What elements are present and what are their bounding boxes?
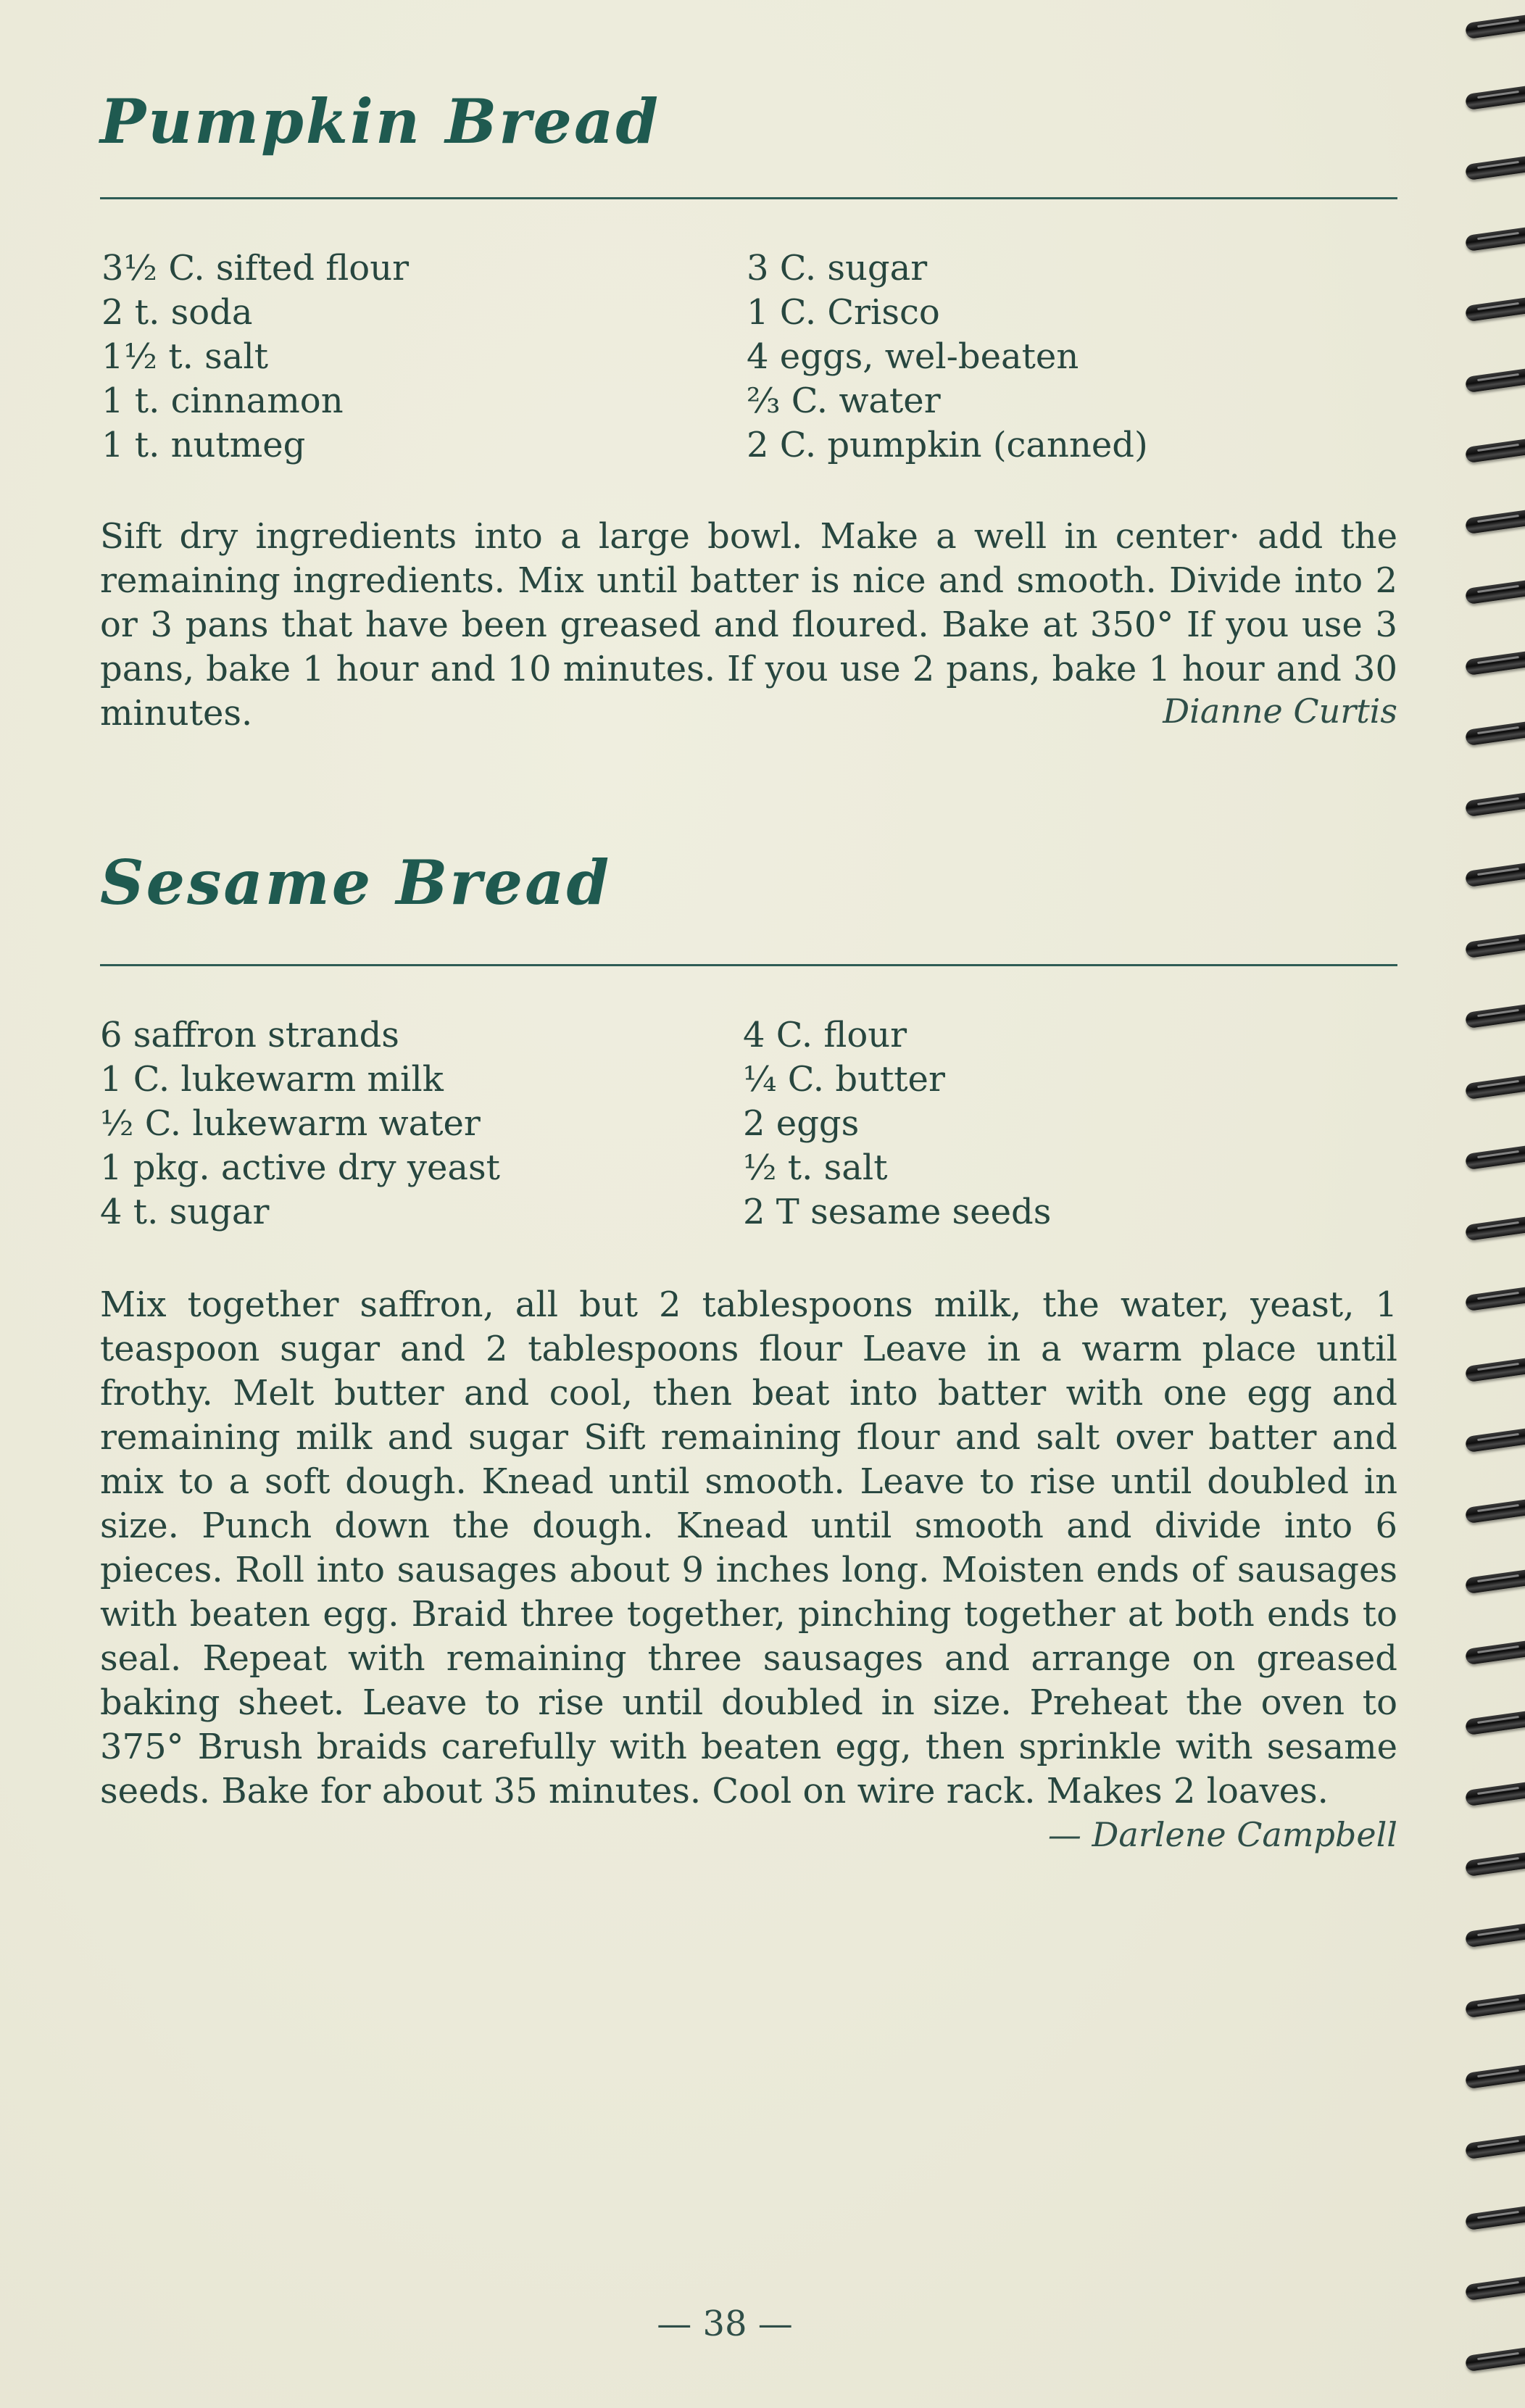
binding-coil (1455, 1075, 1525, 1101)
ingredient-item: 4 C. flour (743, 1015, 907, 1055)
ingredient-item: ½ t. salt (743, 1147, 888, 1188)
ingredient-item: ¼ C. butter (743, 1059, 945, 1100)
ingredient-item: 1 C. Crisco (747, 292, 940, 333)
binding-coil (1455, 439, 1525, 465)
binding-coil (1455, 1923, 1525, 1949)
binding-coil (1455, 1499, 1525, 1525)
page-number: — 38 — (657, 2304, 793, 2344)
binding-coil (1455, 1358, 1525, 1384)
binding-coil (1455, 2135, 1525, 2161)
binding-coil (1455, 651, 1525, 677)
binding-coil (1455, 1782, 1525, 1808)
ingredients-right-column (743, 1013, 1051, 1234)
binding-coil (1455, 156, 1525, 182)
binding-coil (1455, 368, 1525, 394)
binding-coil (1455, 1711, 1525, 1737)
binding-coil (1455, 2064, 1525, 2091)
ingredients-left-column (100, 1013, 500, 1234)
binding-coil (1455, 1852, 1525, 1878)
ingredient-item: 1 pkg. active dry yeast (100, 1147, 500, 1188)
ingredient-item: 1½ t. salt (101, 336, 269, 377)
binding-coil (1455, 580, 1525, 606)
title-divider (100, 964, 1397, 966)
binding-coil (1455, 227, 1525, 253)
binding-coil (1455, 1216, 1525, 1242)
binding-coil (1455, 2347, 1525, 2373)
binding-coil (1455, 2206, 1525, 2232)
recipe-author: — Darlene Campbell (1047, 1815, 1397, 1854)
ingredients-left-column (101, 246, 409, 468)
binding-coil (1455, 1993, 1525, 2019)
ingredient-item: 2 T sesame seeds (743, 1192, 1052, 1232)
binding-coil (1455, 1287, 1525, 1313)
recipe-title-sesame-bread: Sesame Bread (100, 847, 612, 918)
binding-coil (1455, 86, 1525, 112)
binding-coil (1455, 934, 1525, 960)
binding-coil (1455, 2276, 1525, 2302)
ingredients-right-column (747, 246, 1148, 468)
ingredient-item: 4 t. sugar (100, 1192, 270, 1232)
title-divider (100, 197, 1397, 199)
recipe-author: Dianne Curtis (1163, 692, 1397, 731)
binding-coil (1455, 1640, 1525, 1666)
binding-coil (1455, 1004, 1525, 1030)
ingredient-item: 3 C. sugar (747, 248, 928, 288)
binding-coil (1455, 510, 1525, 536)
ingredient-item: 6 saffron strands (100, 1015, 399, 1055)
binding-coil (1455, 14, 1525, 41)
ingredient-item: 1 t. cinnamon (101, 381, 344, 421)
ingredient-item: 3½ C. sifted flour (101, 248, 410, 288)
binding-coil (1455, 1569, 1525, 1595)
ingredient-item: 1 t. nutmeg (101, 425, 306, 465)
ingredient-item: 1 C. lukewarm milk (100, 1059, 444, 1100)
ingredient-item: ⅔ C. water (747, 381, 941, 421)
ingredient-item: ½ C. lukewarm water (100, 1103, 481, 1144)
binding-coil (1455, 792, 1525, 818)
binding-coil (1455, 1428, 1525, 1454)
spiral-binding (1445, 14, 1525, 2399)
binding-coil (1455, 863, 1525, 889)
recipe-instructions: Mix together saffron, all but 2 tablespoons milk, the water, yeast, 1 teaspoon sugar and 2 tablespoons flour Leave in a warm place until frothy. Melt butter and cool, then beat into batter with one egg and remaining milk and sugar Sift remaining flour and salt over batter and mix to a soft dough. Knead until smooth. Leave to rise until doubled in size. Punch down the dough. Knead until smooth and divide into 6 pieces. Roll into sausages about 9 inches long. Moisten ends of sausages with beaten egg. Braid three together, pinching together at both ends to seal. Repeat with remaining three sausages and arrange on greased baking sheet. Leave to rise until doubled in size. Preheat the oven to 375° Brush braids carefully with beaten egg, then sprinkle with sesame seeds. Bake for about 35 minutes. Cool on wire rack. Makes 2 loaves. (100, 1284, 1397, 1811)
ingredient-item: 2 C. pumpkin (canned) (747, 425, 1148, 465)
binding-coil (1455, 721, 1525, 747)
ingredient-item: 2 t. soda (101, 292, 253, 333)
ingredient-item: 2 eggs (743, 1103, 860, 1144)
binding-coil (1455, 1145, 1525, 1171)
recipe-title-pumpkin-bread: Pumpkin Bread (100, 86, 661, 157)
ingredient-item: 4 eggs, wel-beaten (747, 336, 1079, 377)
recipe-instructions: Sift dry ingredients into a large bowl. Make a well in center· add the remaining ingredients. Mix until batter is nice and smooth. Divide into 2 or 3 pans that have been greased and floured. Bake at 350° If you use 3 pans, bake 1 hour and 10 minutes. If you use 2 pans, bake 1 hour and 30 minutes. (100, 516, 1397, 734)
binding-coil (1455, 297, 1525, 323)
